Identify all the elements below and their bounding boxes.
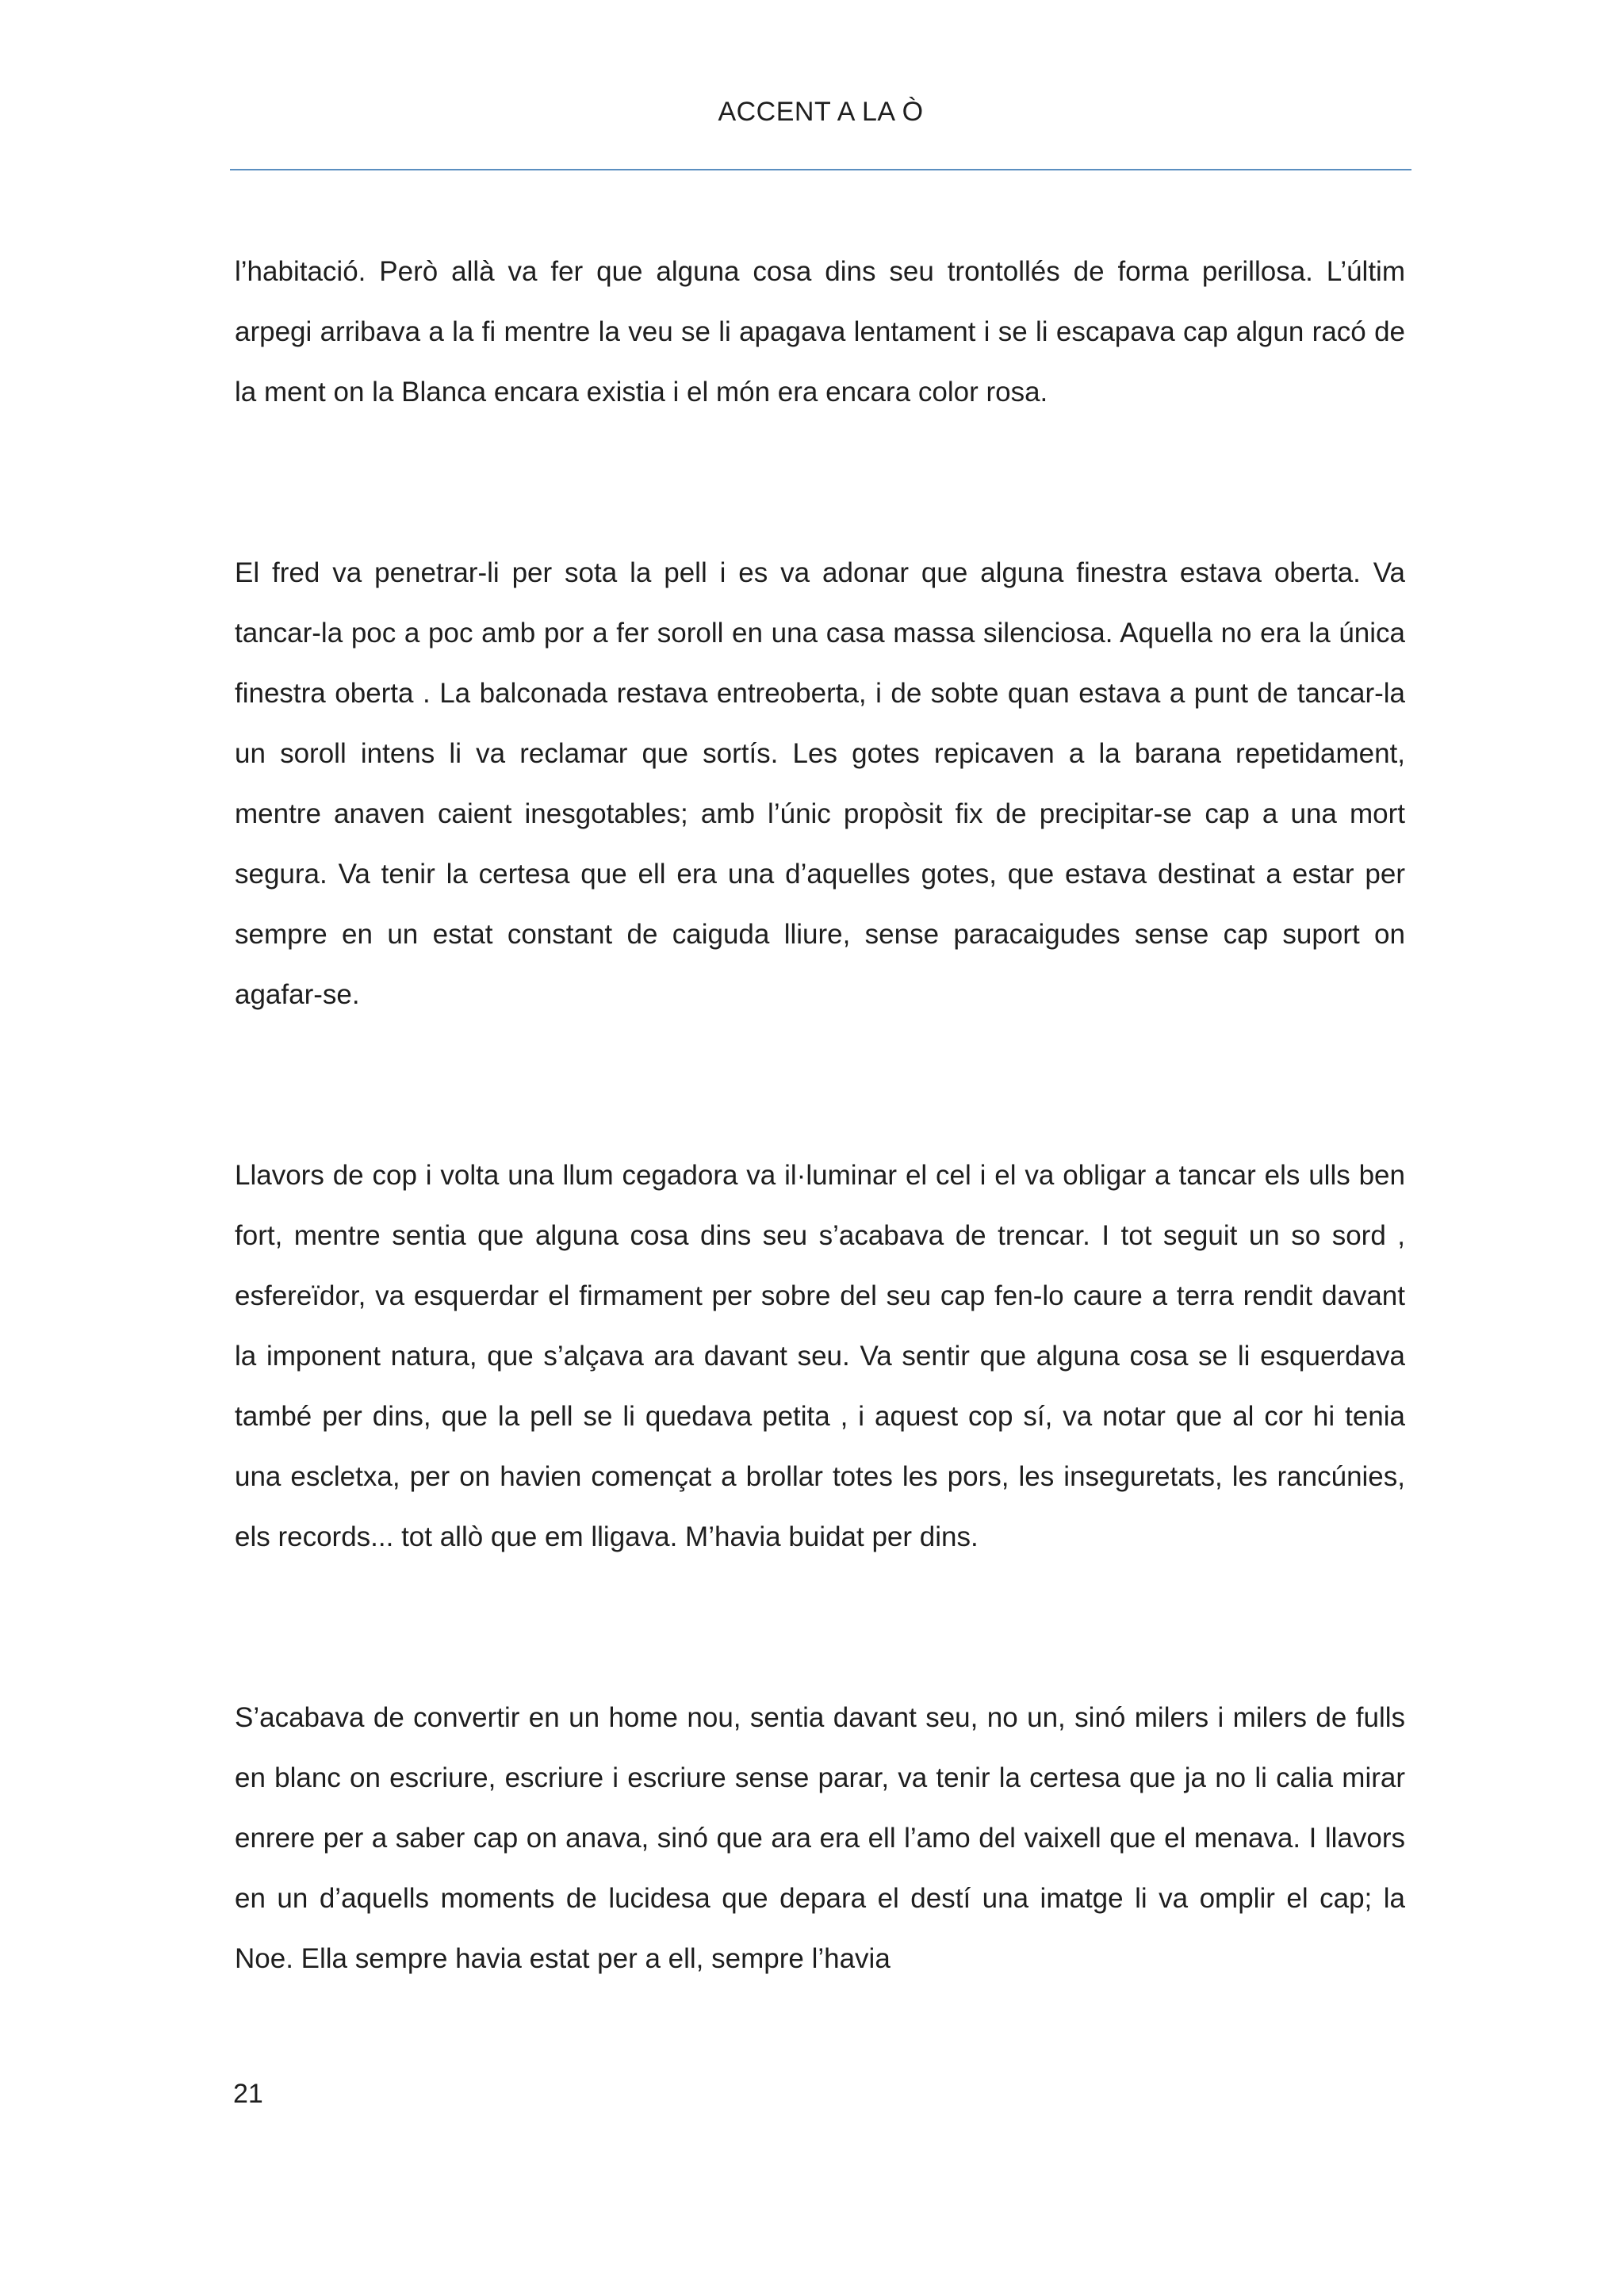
header-divider (230, 169, 1411, 170)
page-number: 21 (233, 2079, 263, 2109)
body-text (235, 242, 1405, 1989)
running-header-title: ACCENT A LA Ò (718, 97, 924, 127)
paragraph: El fred va penetrar-li per sota la pell i es va adonar que alguna finestra estava oberta. Va tancar-la poc a poc amb por a fer soroll en una casa massa silenciosa. Aquella no era la única finestra oberta . La balconada restava entreoberta, i de sobte quan estava a punt de tancar-la un soroll intens li va reclamar que sortís. Les gotes repicaven a la barana repetidament, mentre anaven caient inesgotables; amb l’únic propòsit fix de precipitar-se cap a una mort segura. Va tenir la certesa que ell era una d’aquelles gotes, que estava destinat a estar per sempre en un estat constant de caiguda lliure, sense paracaigudes sense cap suport on agafar-se. (235, 557, 1405, 1010)
paragraph: S’acabava de convertir en un home nou, sentia davant seu, no un, sinó milers i milers de fulls en blanc on escriure, escriure i escriure sense parar, va tenir la certesa que ja no li calia mirar enrere per a saber cap on anava, sinó que ara era ell l’amo del vaixell que el menava. I llavors en un d’aquells moments de lucidesa que depara el destí una imatge li va omplir el cap; la Noe. Ella sempre havia estat per a ell, sempre l’havia (235, 1702, 1405, 1974)
paragraph: l’habitació. Però allà va fer que alguna cosa dins seu trontollés de forma perillosa. L’últim arpegi arribava a la fi mentre la veu se li apagava lentament i se li escapava cap algun racó de la ment on la Blanca encara existia i el món era encara color rosa. (235, 256, 1405, 408)
paragraph: Llavors de cop i volta una llum cegadora va il·luminar el cel i el va obligar a tancar els ulls ben fort, mentre sentia que alguna cosa dins seu s’acabava de trencar. I tot seguit un so sord , esfereïdor, va esquerdar el firmament per sobre del seu cap fen-lo caure a terra rendit davant la imponent natura, que s’alçava ara davant seu. Va sentir que alguna cosa se li esquerdava també per dins, que la pell se li quedava petita , i aquest cop sí, va notar que al cor hi tenia una escletxa, per on havien començat a brollar totes les pors, les inseguretats, les rancúnies, els records... tot allò que em lligava. M’havia buidat per dins. (235, 1160, 1405, 1552)
